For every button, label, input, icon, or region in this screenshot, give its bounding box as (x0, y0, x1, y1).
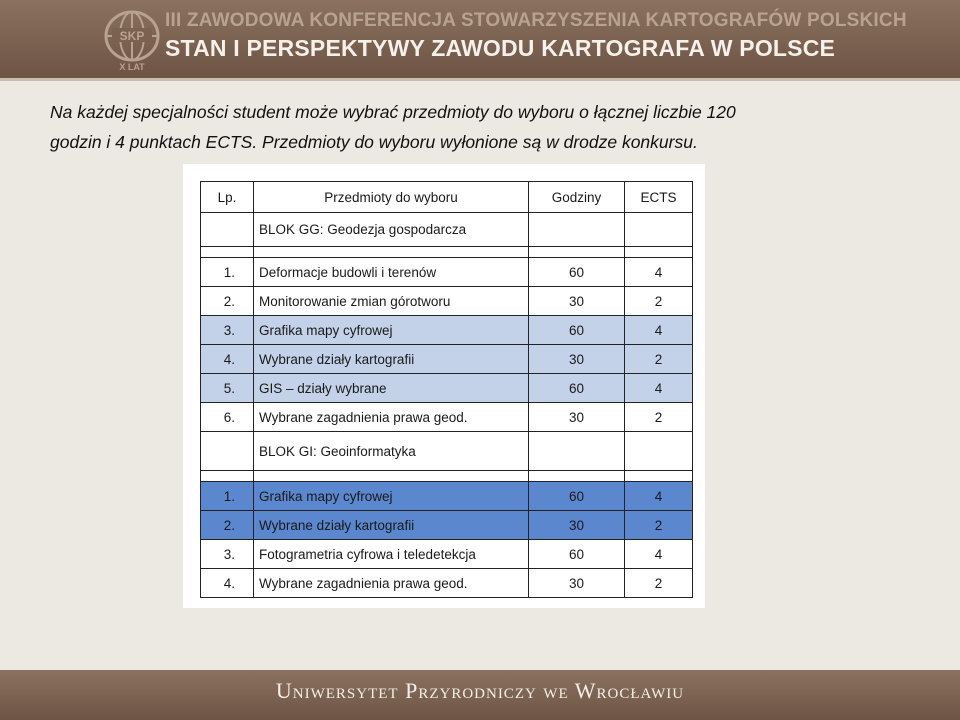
table-header-row (201, 182, 693, 213)
intro-line-2: godzin i 4 punktach ECTS. Przedmioty do wyboru wyłonione są w drodze konkursu. (50, 132, 698, 152)
table-row: 1. Deformacje budowli i terenów 60 4 (201, 258, 693, 287)
header-hours: Godziny (529, 182, 625, 213)
svg-text:X LAT: X LAT (119, 62, 145, 72)
table-row-highlighted: 3. Grafika mapy cyfrowej 60 4 (201, 316, 693, 345)
header-subject: Przedmioty do wyboru (254, 182, 529, 213)
block-gi-row (201, 432, 693, 471)
spacer-row (201, 471, 693, 482)
table-row: 3. Fotogrametria cyfrowa i teledetekcja 60 4 (201, 540, 693, 569)
svg-text:SKP: SKP (119, 29, 145, 43)
intro-text (50, 97, 870, 157)
university-name: Uniwersytet Przyrodniczy we Wrocławiu (275, 678, 685, 703)
electives-table (200, 181, 693, 598)
conference-title: STAN I PERSPEKTYWY ZAWODU KARTOGRAFA W POLSCE (165, 35, 836, 61)
block-gi-title: BLOK GI: Geoinformatyka (254, 432, 529, 471)
conference-header (0, 0, 960, 78)
block-gg-row (201, 213, 693, 247)
table-row-highlighted: 1. Grafika mapy cyfrowej 60 4 (201, 482, 693, 511)
table-row-highlighted: 2. Wybrane działy kartografii 30 2 (201, 511, 693, 540)
table-row: 4. Wybrane zagadnienia prawa geod. 30 2 (201, 569, 693, 598)
table-row: 2. Monitorowanie zmian górotworu 30 2 (201, 287, 693, 316)
conference-name: III ZAWODOWA KONFERENCJA STOWARZYSZENIA KARTOGRAFÓW POLSKICH (165, 10, 907, 31)
university-footer (0, 670, 960, 720)
table-row: 6. Wybrane zagadnienia prawa geod. 30 2 (201, 403, 693, 432)
table-row-highlighted: 4. Wybrane działy kartografii 30 2 (201, 345, 693, 374)
spacer-row (201, 247, 693, 258)
block-gg-title: BLOK GG: Geodezja gospodarcza (254, 213, 529, 247)
header-divider (0, 78, 960, 81)
electives-table-panel (183, 164, 705, 608)
intro-line-1: Na każdej specjalności student może wybrać przedmioty do wyboru o łącznej liczbie 120 (50, 102, 736, 122)
table-row-highlighted: 5. GIS – działy wybrane 60 4 (201, 374, 693, 403)
skp-logo-icon (102, 6, 162, 72)
header-lp: Lp. (201, 182, 254, 213)
header-ects: ECTS (625, 182, 693, 213)
